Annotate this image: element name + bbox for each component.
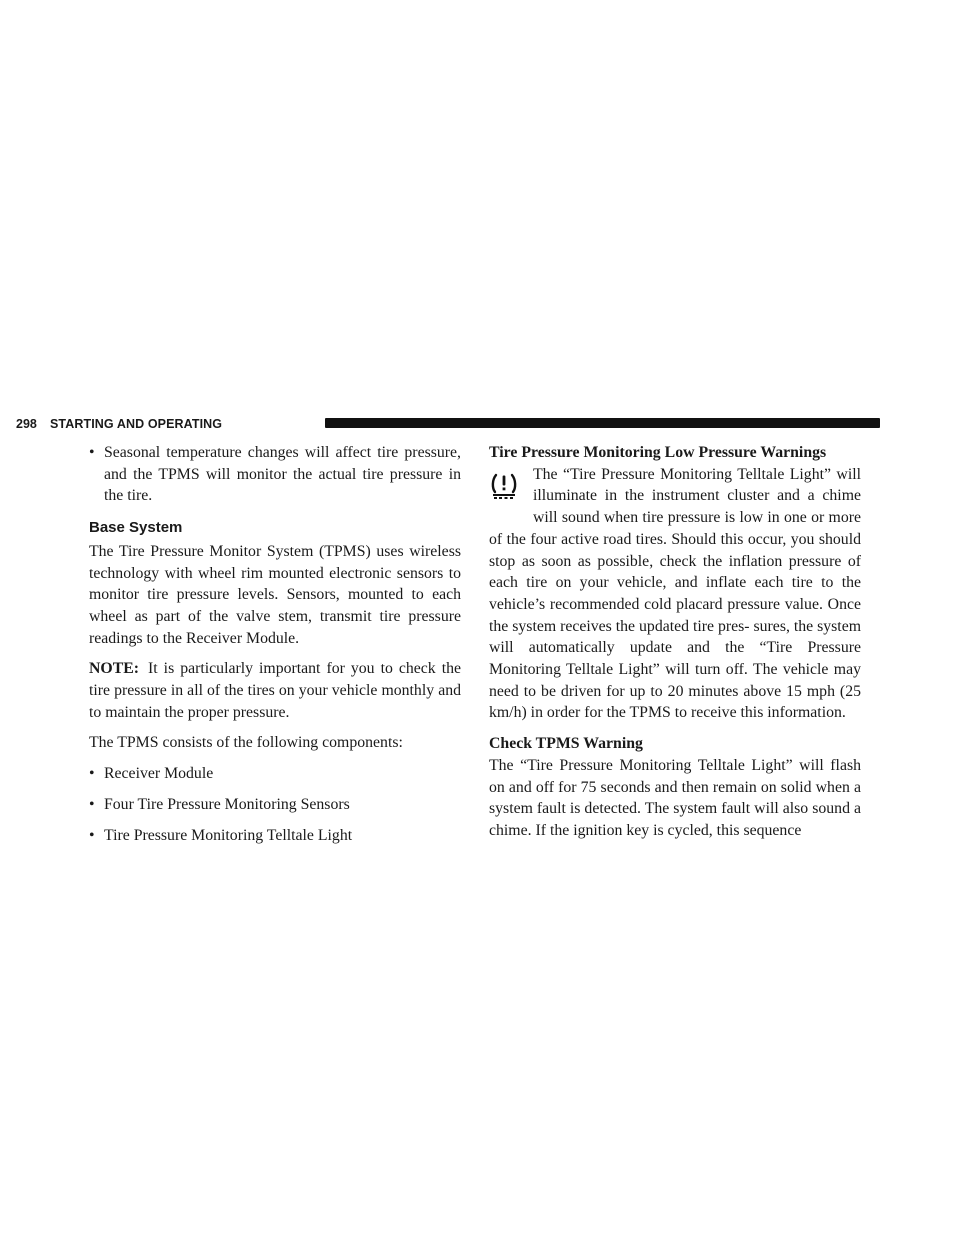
bullet-dot: • xyxy=(89,826,95,844)
header-rule xyxy=(325,418,880,428)
component-item xyxy=(89,825,461,847)
low-pressure-text-lead: The “Tire Pressure Monitoring Telltale Light” will illuminate in the instrument cluster and a chime will sound when tire pressure is low in one or xyxy=(533,465,861,527)
low-pressure-heading: Tire Pressure Monitoring Low Pressure Warnings xyxy=(489,444,827,461)
tpms-telltale-icon xyxy=(489,471,519,501)
component-item xyxy=(89,763,461,785)
bullet-item xyxy=(89,442,461,507)
component-text: Tire Pressure Monitoring Telltale Light xyxy=(104,826,353,844)
page-number: 298 xyxy=(16,417,37,431)
component-text: Four Tire Pressure Monitoring Sensors xyxy=(104,795,350,813)
bullet-text: Seasonal temperature changes will affect tire pressure, and the TPMS will monitor the actual tire pressure in the tire. xyxy=(104,444,461,505)
bullet-dot: • xyxy=(89,765,95,783)
component-text: Receiver Module xyxy=(104,765,214,783)
note-label: NOTE: xyxy=(89,660,140,678)
note-text: It is particularly important for you to check the tire pressure in all of the tires on your vehicle monthly and to maintain the proper pressure. xyxy=(89,660,461,721)
check-tpms-heading: Check TPMS Warning xyxy=(489,735,643,753)
page-header xyxy=(16,417,864,431)
note-paragraph xyxy=(89,658,461,723)
left-column xyxy=(89,442,461,846)
components-intro: The TPMS consists of the following components: xyxy=(89,734,403,752)
component-item xyxy=(89,794,461,816)
base-system-heading: Base System xyxy=(89,519,183,537)
low-pressure-text: more of the four active road tires. Should this occur, you should stop as soon as possible, check the inflation pressure of each tire on your vehicle, and inflate each tire to the vehicle’s recommended cold placard pressure value. Once the system receives the updated tire pres- sures, the system will automatically update and the “Tire Pressure Monitoring Telltale Light” will turn off. The vehicle may need to be driven for up to 20 minutes above 15 mph (25 km/h) in order for the TPMS to receive this information. xyxy=(489,509,862,722)
bullet-dot: • xyxy=(89,795,95,813)
base-system-paragraph: The Tire Pressure Monitor System (TPMS) uses wireless technology with wheel rim mounted electronic sensors to monitor tire pressure levels. Sensors, mounted to each wheel as part of the valve stem, transmit tire pressure readings to the Receiver Module. xyxy=(89,542,461,647)
low-pressure-paragraph xyxy=(489,464,861,724)
section-title: STARTING AND OPERATING xyxy=(50,417,223,431)
low-pressure-block xyxy=(489,464,861,724)
right-column xyxy=(489,442,861,842)
check-tpms-paragraph: The “Tire Pressure Monitoring Telltale Light” will flash on and off for 75 seconds and then remain on solid when a system fault is detected. The system fault will also sound a chime. If the ignition key is cycled, this sequence xyxy=(489,756,861,839)
bullet-dot: • xyxy=(89,444,95,461)
